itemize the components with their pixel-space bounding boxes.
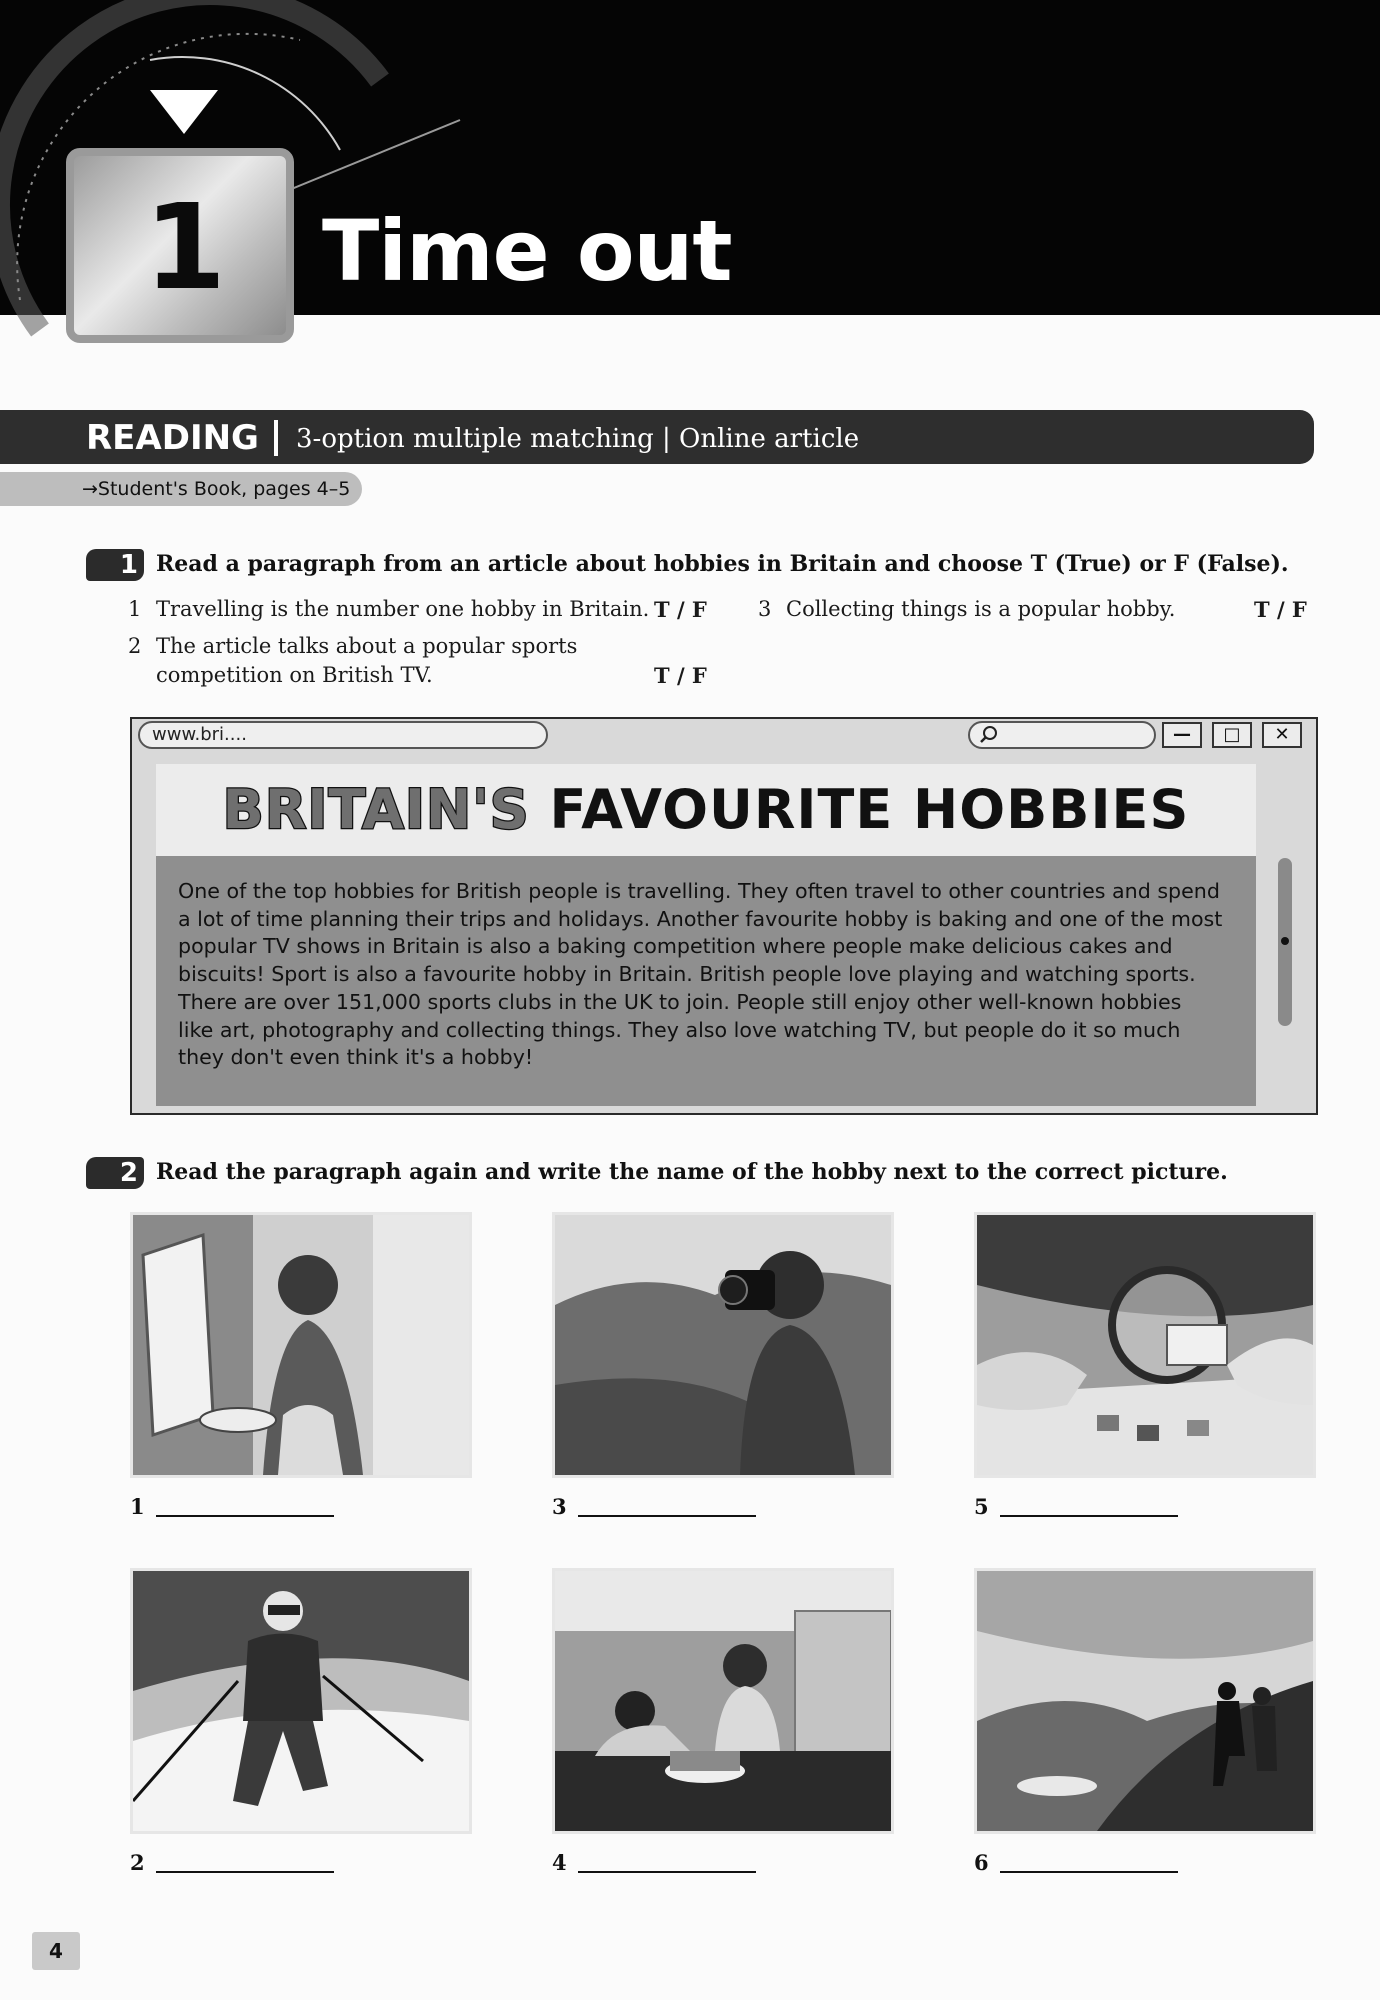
section-subtitle: 3-option multiple matching | Online article: [296, 424, 860, 454]
article-line: There are over 151,000 sports clubs in the UK to join. People still enjoy other well-known hobbies: [178, 989, 1182, 1014]
article-line: like art, photography and collecting things. They also love watching TV, but people do it so much: [178, 1017, 1181, 1042]
address-bar-url: www.bri....: [152, 724, 247, 745]
photo-hiking: [974, 1568, 1316, 1834]
article-title-rest: FAVOURITE HOBBIES: [529, 778, 1190, 841]
article-line: biscuits! Sport is also a favourite hobby in Britain. British people love playing and watching sports.: [178, 962, 1196, 987]
statement-2-number: 2: [128, 634, 142, 658]
statement-3-text: Collecting things is a popular hobby.: [786, 597, 1176, 621]
exercise-1-instruction: Read a paragraph from an article about hobbies in Britain and choose T (True) or F (False).: [156, 551, 1289, 577]
photo-photography: [552, 1212, 894, 1478]
search-icon: [978, 724, 1000, 746]
answer-4-number: 4: [552, 1850, 567, 1875]
statement-3-number: 3: [758, 597, 772, 621]
students-book-reference: →Student's Book, pages 4–5: [82, 478, 351, 500]
minimize-button[interactable]: —: [1162, 722, 1202, 748]
statement-1-true-false[interactable]: T / F: [654, 597, 707, 622]
close-button[interactable]: ✕: [1262, 722, 1302, 748]
article-title: [156, 764, 1256, 856]
article-line: a lot of time planning their trips and holidays. Another favourite hobby is baking and one of the most: [178, 906, 1223, 931]
section-name: READING: [86, 418, 259, 458]
answer-1-line[interactable]: [156, 1515, 334, 1517]
statement-2-true-false[interactable]: T / F: [654, 663, 707, 688]
answer-1-number: 1: [130, 1494, 145, 1519]
answer-3-line[interactable]: [578, 1515, 756, 1517]
unit-number: 1: [143, 178, 227, 316]
photo-skiing: [130, 1568, 472, 1834]
answer-5-number: 5: [974, 1494, 989, 1519]
photo-baking: [552, 1568, 894, 1834]
answer-2-line[interactable]: [156, 1871, 334, 1873]
unit-title: Time out: [322, 202, 732, 300]
page-number: 4: [49, 1939, 63, 1963]
statement-3-true-false[interactable]: T / F: [1254, 597, 1307, 622]
statement-2-text-line1: The article talks about a popular sports: [156, 634, 578, 658]
answer-4-line[interactable]: [578, 1871, 756, 1873]
answer-3-number: 3: [552, 1494, 567, 1519]
answer-5-line[interactable]: [1000, 1515, 1178, 1517]
scrollbar-thumb[interactable]: [1281, 937, 1289, 945]
exercise-2-instruction: Read the paragraph again and write the name of the hobby next to the correct picture.: [156, 1159, 1228, 1185]
article-line: One of the top hobbies for British people is travelling. They often travel to other countries and spend: [178, 879, 1220, 903]
answer-6-number: 6: [974, 1850, 989, 1875]
statement-1-number: 1: [128, 597, 142, 621]
exercise-2-badge: 2: [86, 1157, 144, 1189]
answer-2-number: 2: [130, 1850, 145, 1875]
article-line: they don't even think it's a hobby!: [178, 1045, 534, 1070]
maximize-button[interactable]: □: [1212, 722, 1252, 748]
article-paragraph: [178, 878, 1238, 1072]
photo-collecting: [974, 1212, 1316, 1478]
exercise-1-badge: 1: [86, 549, 144, 581]
article-line: popular TV shows in Britain is also a baking competition where people make delicious cakes and: [178, 934, 1173, 959]
statement-2-text-line2: competition on British TV.: [156, 663, 433, 687]
statement-1-text: Travelling is the number one hobby in Britain.: [156, 597, 650, 621]
section-divider: [274, 420, 278, 456]
triangle-marker-icon: [150, 90, 218, 134]
photo-painting: [130, 1212, 472, 1478]
article-title-outlined: BRITAIN'S: [222, 778, 530, 841]
answer-6-line[interactable]: [1000, 1871, 1178, 1873]
